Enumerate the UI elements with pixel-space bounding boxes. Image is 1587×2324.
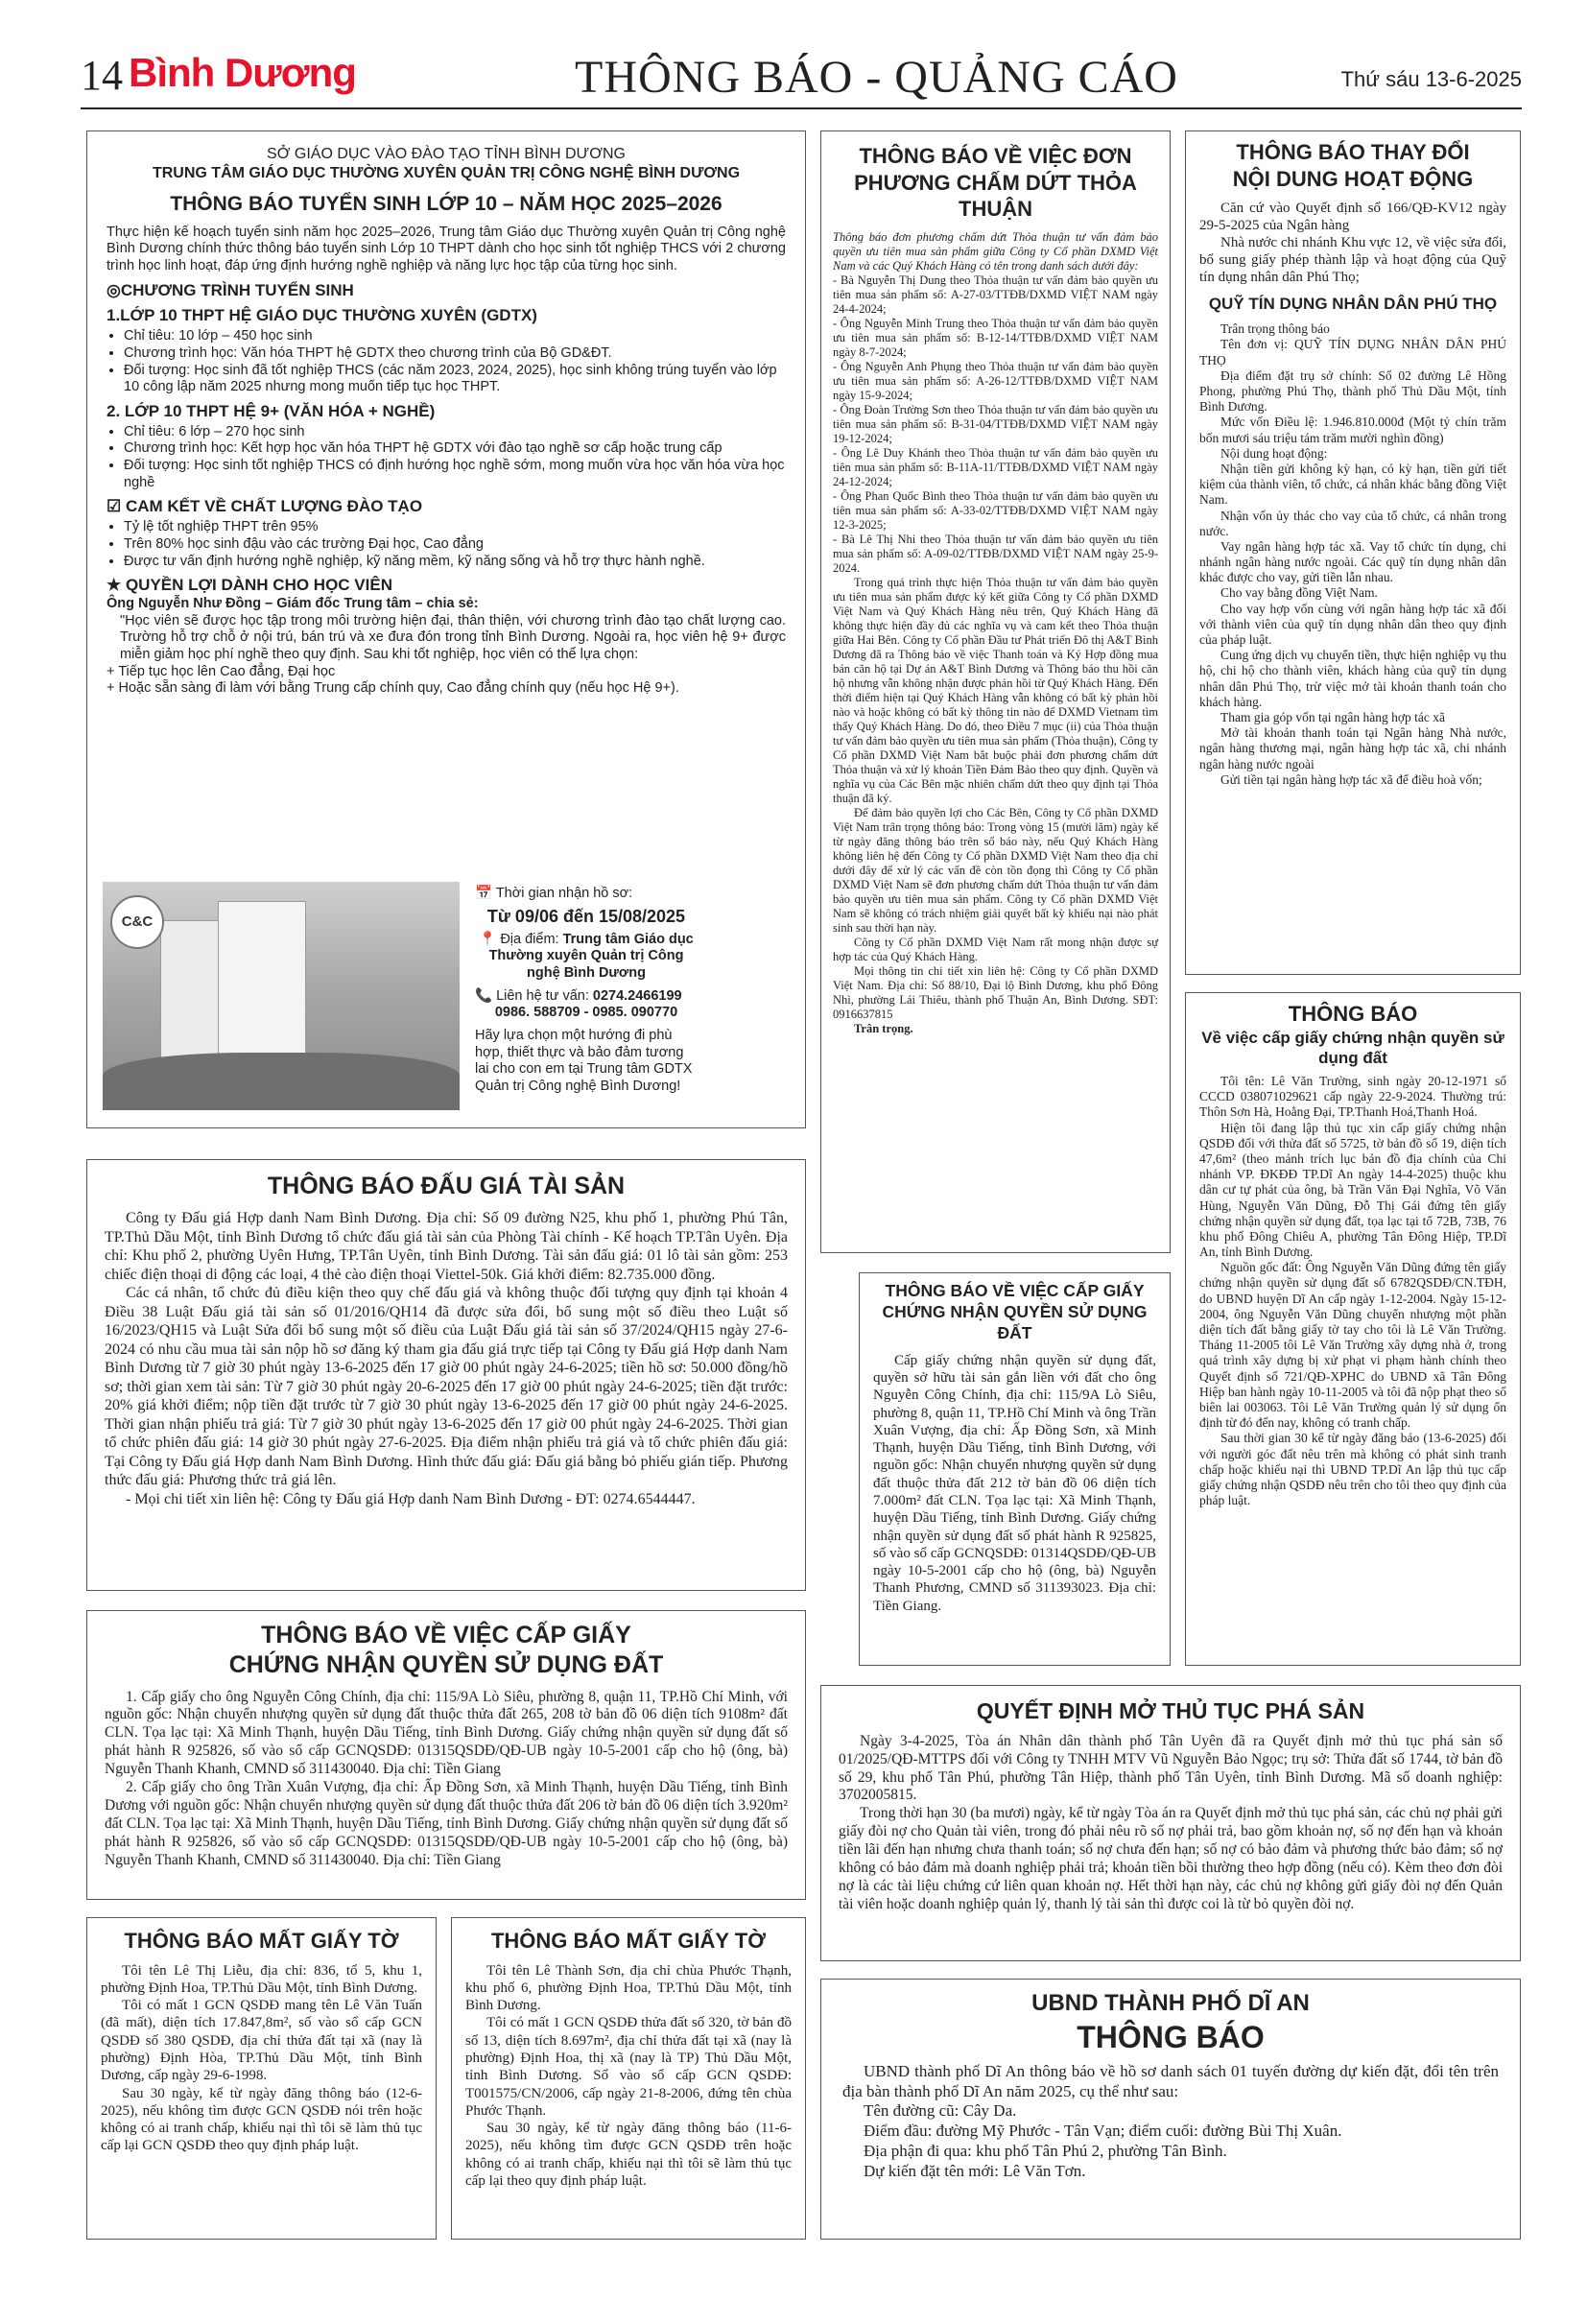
dian-line-3: Địa phận đi qua: khu phố Tân Phú 2, phường Tân Bình. bbox=[864, 2141, 1227, 2160]
dian-org: UBND THÀNH PHỐ DĨ AN bbox=[1031, 1990, 1310, 2016]
ad-program-1-title: 1.LỚP 10 THPT HỆ GIÁO DỤC THƯỜNG XUYÊN (GDTX) bbox=[107, 306, 537, 325]
header-rule bbox=[81, 107, 1522, 109]
ad-dept: SỞ GIÁO DỤC VÀO ĐÀO TẠO TỈNH BÌNH DƯƠNG bbox=[267, 146, 626, 162]
land-cert-b-title-2: CHỨNG NHẬN QUYỀN SỬ DỤNG ĐẤT bbox=[882, 1301, 1148, 1342]
termination-intro: Thông báo đơn phương chấm dứt Thỏa thuận tư vấn đảm bảo quyền ưu tiên mua sản phẩm giữa Công ty Cổ phần DXMD Việt Nam và các Quý Khách Hàng có tên trong danh sách dưới đây: bbox=[833, 229, 1158, 273]
change-subtitle: QUỸ TÍN DỤNG NHÂN DÂN PHÚ THỌ bbox=[1208, 295, 1498, 313]
list-item: • Tỷ lệ tốt nghiệp THPT trên 95% bbox=[124, 519, 786, 536]
lost-2-p2: Tôi có mất 1 GCN QSDĐ thửa đất số 320, tờ bản đồ số 13, diện tích 8.697m², địa chỉ thửa đất tại xã (nay là phường) Định Hoa, thị xã (nay là TP) Thủ Dầu Một, tỉnh Bình Dương. Số vào sổ cấp GCN QSDĐ: T001575/CN/2006, cấp ngày 21-8-2006, đứng tên chùa Phước Thạnh. bbox=[465, 2015, 792, 2119]
dian-p1: UBND thành phố Dĩ An thông báo về hồ sơ danh sách 01 tuyến đường dự kiến đặt, đổi tên trên địa bàn thành phố Dĩ An năm 2025, cụ thể như sau: bbox=[842, 2062, 1499, 2100]
ad-program-heading: ◎CHƯƠNG TRÌNH TUYỂN SINH bbox=[107, 280, 354, 299]
auction-title: THÔNG BÁO ĐẤU GIÁ TÀI SẢN bbox=[267, 1173, 626, 1199]
bankruptcy-title: QUYẾT ĐỊNH MỞ THỦ TỤC PHÁ SẢN bbox=[976, 1698, 1365, 1723]
termination-notice bbox=[820, 130, 1171, 1253]
page-header bbox=[81, 48, 1522, 104]
land-use-subtitle: Về việc cấp giấy chứng nhận quyền sử dụng đất bbox=[1201, 1028, 1504, 1067]
admission-ad bbox=[86, 130, 806, 1128]
land-cert-b-p1: Cấp giấy chứng nhận quyền sử dụng đất, quyền sở hữu tài sản gắn liền với đất cho ông Nguyễn Công Chính, địa chỉ: 115/9A Lò Siêu, phường 8, quận 11, TP.Hồ Chí Minh và ông Trần Xuân Vượng, địa chỉ: Ấp Đồng Sơn, xã Minh Thạnh, huyện Dầu Tiếng, tỉnh Bình Dương, với nguồn gốc: Nhận chuyển nhượng quyền sử dụng đất thuộc thửa đất 212 tờ bản đồ 06 diện tích 7.000m² đất CLN. Tọa lạc tại: Xã Minh Thạnh, huyện Dầu Tiếng, tỉnh Bình Dương. Giấy chứng nhận quyền sử dụng đất số phát hành R 925825, số vào sổ cấp GCNQSDĐ: 01314QSDĐ/QĐ-UB ngày 10-5-2001 cấp cho hộ (ông, bà) Nguyễn Thanh Phương, CMND số 311393023. Địa chỉ: Tiền Giang. bbox=[873, 1352, 1156, 1614]
lost-1-title: THÔNG BÁO MẤT GIẤY TỜ bbox=[124, 1929, 399, 1953]
change-line: Cho vay bằng đồng Việt Nam. bbox=[1220, 585, 1378, 601]
activity-change-notice bbox=[1185, 130, 1521, 975]
auction-notice bbox=[86, 1159, 806, 1591]
bankruptcy-notice bbox=[820, 1685, 1521, 1961]
ad-phone-1: 0274.2466199 bbox=[592, 987, 682, 1004]
change-line: Cho vay hợp vốn cùng với ngân hàng hợp tác xã đối với thành viên của quỹ tín dụng nhân dân theo quy định của pháp luật. bbox=[1199, 601, 1506, 647]
auction-p2: Các cá nhân, tổ chức đủ điều kiện theo quy chế đấu giá và không thuộc đối tượng quy định tại khoản 4 Điều 38 Luật Đấu giá tài sản số 01/2016/QH14 đã được sửa đổi, bổ sung một số điều theo Luật số 16/2023/QH15 và Luật Sửa đổi bổ sung một số điều của Luật Đấu giá tài sản số 37/2024/QH15 ngày 27-6-2024 có nhu cầu mua tài sản nộp hồ sơ đăng ký tham gia đấu giá trực tiếp tại Công ty Đấu giá Hợp danh Nam Bình Dương từ 7 giờ 30 phút ngày 13-6-2025 đến 17 giờ 00 phút ngày 24-6-2025; tiền hồ sơ: 50.000 đồng/hồ sơ; thời gian xem tài sản: Từ 7 giờ 30 phút ngày 20-6-2025 đến 17 giờ 00 phút ngày 24-6-2025; tiền đặt trước: 20% giá khởi điểm; nộp tiền đặt trước từ 7 giờ 30 phút ngày 13-6-2025 đến 17 giờ 00 phút ngày 24-6-2025. Thời gian nhận phiếu trả giá: Từ 7 giờ 30 phút ngày 13-6-2025 đến 17 giờ 00 phút ngày 24-6-2025. Thời gian tổ chức phiên đấu giá: 14 giờ 30 phút ngày 27-6-2025. Địa điểm nhận phiếu trả giá và tổ chức phiên đấu giá: Tại Công ty Đấu giá Hợp danh Nam Bình Dương. Hình thức đấu giá: Đấu giá bằng bỏ phiếu gián tiếp. Phương thức đấu giá: Phương thức trả giá lên. bbox=[105, 1285, 788, 1489]
list-item: • Chương trình học: Kết hợp học văn hóa THPT hệ GDTX với đào tạo nghề sơ cấp hoặc trung cấp bbox=[124, 440, 786, 458]
bankruptcy-p1: Ngày 3-4-2025, Tòa án Nhân dân thành phố Tân Uyên đã ra Quyết định mở thủ tục phá sản số 01/2025/QĐ-MTTPS đối với Công ty TNHH MTV Vũ Nguyễn Bảo Ngọc; trụ sở: Thửa đất số 1744, tờ bản đồ số 29, khu phố Tân Phú, phường Tân Hiệp, thành phố Tân Uyên, tỉnh Bình Dương. Mã số doanh nghiệp: 3702005815. bbox=[839, 1732, 1503, 1804]
change-line: Địa điểm đặt trụ sở chính: Số 02 đường Lê Hồng Phong, phường Phú Thọ, thành phố Thủ Dầu Một, tỉnh Bình Dương. bbox=[1199, 368, 1506, 415]
change-line: Mức vốn Điều lệ: 1.946.810.000đ (Một tỷ chín trăm bốn mươi sáu triệu tám trăm mười nghìn đồng) bbox=[1199, 415, 1506, 445]
ad-option-2: + Hoặc sẵn sàng đi làm với bằng Trung cấp chính quy, Cao đẳng chính quy (nếu học Hệ 9+). bbox=[107, 680, 679, 697]
list-item: • Đối tượng: Học sinh đã tốt nghiệp THCS (các năm 2023, 2024, 2025), học sinh không trúng tuyển vào lớp 10 công lập năm 2025 nhưng mong muốn tiếp tục học THPT. bbox=[124, 363, 786, 396]
change-title-2: NỘI DUNG HOẠT ĐỘNG bbox=[1232, 166, 1474, 191]
lost-2-p3: Sau 30 ngày, kể từ ngày đăng thông báo (11-6-2025), nếu không tìm được GCN QSDĐ trên hoặc không có ai tranh chấp, khiếu nại thì tôi sẽ làm thủ tục cấp lại theo quy định pháp luật. bbox=[465, 2121, 792, 2190]
ad-phone-2: 0986. 588709 - 0985. 090770 bbox=[494, 1005, 678, 1021]
list-item: • Chỉ tiêu: 6 lớp – 270 học sinh bbox=[124, 424, 786, 441]
list-item: • Đối tượng: Học sinh tốt nghiệp THCS có định hướng học nghề sớm, mong muốn vừa học văn hóa vừa học nghề bbox=[124, 458, 786, 491]
lost-1-p1: Tôi tên Lê Thị Liễu, địa chỉ: 836, tổ 5, khu 1, phường Định Hoa, TP.Thủ Dầu Một, tỉnh Bình Dương. bbox=[101, 1962, 422, 1996]
land-use-notice bbox=[1185, 992, 1521, 1666]
land-cert-b-title-1: THÔNG BÁO VỀ VIỆC CẤP GIẤY bbox=[885, 1281, 1145, 1300]
change-p2: Nhà nước chi nhánh Khu vực 12, về việc sửa đổi, bổ sung giấy phép thành lập và hoạt động của Quỹ tín dụng nhân dân Phú Thọ; bbox=[1199, 235, 1506, 285]
change-line: Nhận vốn ủy thác cho vay của tổ chức, cá nhân trong nước. bbox=[1199, 508, 1506, 538]
section-title: THÔNG BÁO - QUẢNG CÁO bbox=[575, 52, 1178, 103]
land-cert-a-p2: 2. Cấp giấy cho ông Trần Xuân Vượng, địa chỉ: Ấp Đồng Sơn, xã Minh Thạnh, huyện Dầu Tiếng, tỉnh Bình Dương với nguồn gốc: Nhận chuyển nhượng quyền sử dụng đất thuộc thửa đất 206 tờ bản đồ 06 diện tích 3.920m² đất CLN. Tọa lạc tại: Xã Minh Thạnh, huyện Dầu Tiếng, tỉnh Bình Dương. Giấy chứng nhận quyền sử dụng đất số phát hành R 925826, số vào sổ cấp GCNQSDĐ: 01315QSDĐ/QĐ-UB ngày 10-5-2001 cấp cho hộ (ông, bà) Nguyễn Thanh Khanh, CMND số 311430040. Địa chỉ: Tiền Giang bbox=[105, 1779, 788, 1868]
ad-program-1-list bbox=[107, 328, 786, 396]
land-use-p1: Tôi tên: Lê Văn Trường, sinh ngày 20-12-1971 số CCCD 038071029621 cấp ngày 22-9-2024. Thường trú: Thôn Sơn Hà, Hoằng Đại, TP.Thanh Hoá,Thanh Hoá. bbox=[1199, 1074, 1506, 1120]
list-item: • Trên 80% học sinh đậu vào các trường Đại học, Cao đẳng bbox=[124, 536, 786, 554]
change-line: Tham gia góp vốn tại ngân hàng hợp tác xã bbox=[1220, 709, 1445, 724]
ad-program-2-list bbox=[107, 424, 786, 492]
ad-title: THÔNG BÁO TUYỂN SINH LỚP 10 – NĂM HỌC 2025–2026 bbox=[170, 193, 722, 216]
land-cert-notice-a bbox=[86, 1610, 806, 1900]
termination-item: - Ông Đoàn Trường Sơn theo Thỏa thuận tư vấn đảm bảo quyền ưu tiên mua sản phẩm số: B-31-04/TTĐB/DXMD VIỆT NAM ngày 19-12-2024; bbox=[833, 402, 1158, 445]
ad-closing: Hãy lựa chọn một hướng đi phù hợp, thiết thực và bảo đảm tương lai cho con em tại Trung tâm GDTX Quản trị Công nghệ Bình Dương! bbox=[475, 1028, 693, 1095]
center-logo: C&C bbox=[110, 895, 164, 949]
bankruptcy-p2: Trong thời hạn 30 (ba mươi) ngày, kể từ ngày Tòa án ra Quyết định mở thủ tục phá sản, các chủ nợ phải gửi giấy đòi nợ cho Quản tài viên, trong đó phải nêu rõ số nợ phải trả, bao gồm khoản nợ, số nợ đến hạn và khoản tiền lãi đến hạn nhưng chưa thanh toán; số nợ chưa đến hạn; số nợ có bảo đảm và phương thức bảo đảm; số nợ không có bảo đảm mà doanh nghiệp phải trả; khoản tiền bồi thường theo hợp đồng (nếu có). Kèm theo đơn đòi nợ là các tài liệu chứng cứ liên quan khoản nợ. Hết thời hạn này, các chủ nợ không gửi giấy đòi nợ đến Quản tài viên hoặc doanh nghiệp quản lý, thanh lý tài sản thì được coi là từ bỏ quyền đòi nợ. bbox=[839, 1805, 1503, 1912]
land-use-p2: Hiện tôi đang lập thủ tục xin cấp giấy chứng nhận QSDĐ đối với thửa đất số 5725, tờ bản đồ số 19, diện tích 47,6m² (theo mảnh trích lục bản đồ địa chính của Chi nhánh VP. ĐKĐĐ TP.Dĩ An ngày 14-4-2025) thuộc khu dân cư tự phát của ông, bà Trần Văn Đại Nghĩa, Võ Văn Hùng, Nguyễn Văn Dũng, Đỗ Thị Gái đứng tên giấy chứng nhận quyền sử dụng đất, tọa lạc tại tổ 72B, 73B, 76 khu phố Đông Chiêu A, phường Tân Đông Hiệp, TP.Dĩ An, tỉnh Bình Dương. bbox=[1199, 1120, 1506, 1260]
ad-option-1: + Tiếp tục học lên Cao đẳng, Đại học bbox=[107, 663, 336, 679]
building-photo bbox=[103, 882, 460, 1110]
dian-title: THÔNG BÁO bbox=[1077, 2020, 1265, 2054]
termination-p1: Trong quá trình thực hiện Thỏa thuận tư vấn đảm bảo quyền ưu tiên mua sản phẩm được ký kết giữa Công ty Cổ phần DXMD Việt Nam và Quý Khách Hàng nêu trên, Quý Khách Hàng đã không thực hiện đầy đủ các nghĩa vụ và cam kết theo Thỏa thuận giữa Hai Bên. Công ty Cổ phần Đầu tư Phát triển Đô thị A&T Bình Dương đã ra Thông báo về việc Thanh toán và Ký Hợp đồng mua bán căn hộ tại Dự án A&T Bình Dương và Thông báo thu hồi căn hộ nhưng vẫn không nhận được phản hồi từ Quý Khách Hàng. Đến thời điểm hiện tại Quý Khách Hàng vẫn không có bất kỳ phản hồi nào và hoặc không có bất kỳ thông tin nào để DXMD Vietnam tìm thấy Quý Khách Hàng. Do đó, theo Điều 7 mục (ii) của Thỏa thuận tư vấn đảm bảo quyền ưu tiên mua sản phẩm (Thỏa thuận), Công ty Cổ phần DXMD Việt Nam bắt buộc phải đơn phương chấm dứt Thỏa thuận và xử lý khoản Tiền Đảm Bảo theo quy định. Quyền và nghĩa vụ của Các Bên mặc nhiên chấm dứt theo quy định tại Thỏa thuận đã ký. bbox=[833, 575, 1158, 805]
termination-item: - Bà Nguyễn Thị Dung theo Thỏa thuận tư vấn đảm bảo quyền ưu tiên mua sản phẩm số: A-27-03/TTĐB/DXMD VIỆT NAM ngày 24-4-2024; bbox=[833, 273, 1158, 316]
lost-2-title: THÔNG BÁO MẤT GIẤY TỜ bbox=[490, 1929, 767, 1953]
termination-sign: Trân trọng. bbox=[854, 1021, 913, 1035]
ad-time-label: 📅 Thời gian nhận hồ sơ: bbox=[475, 886, 633, 901]
change-title-1: THÔNG BÁO THAY ĐỔI bbox=[1236, 140, 1470, 164]
termination-item: - Bà Lê Thị Nhi theo Thỏa thuận tư vấn đảm bảo quyền ưu tiên mua sản phẩm số: A-09-02/TTĐB/DXMD VIỆT NAM ngày 25-9-2024. bbox=[833, 532, 1158, 575]
newspaper-logo: Bình Dương bbox=[129, 50, 356, 95]
ad-director: Ông Nguyễn Như Đồng – Giám đốc Trung tâm – chia sẻ: bbox=[107, 595, 479, 611]
ad-commit-list bbox=[107, 519, 786, 570]
lost-papers-notice-1 bbox=[86, 1917, 437, 2240]
dian-notice bbox=[820, 1979, 1521, 2240]
dian-line-4: Dự kiến đặt tên mới: Lê Văn Tơn. bbox=[864, 2161, 1086, 2180]
auction-p3: - Mọi chi tiết xin liên hệ: Công ty Đấu giá Hợp danh Nam Bình Dương - ĐT: 0274.6544447. bbox=[126, 1490, 696, 1507]
ad-quote: "Học viên sẽ được học tập trong môi trường hiện đại, thân thiện, với chương trình đào tạo chất lượng cao. Trường hỗ trợ chỗ ở nội trú, bán trú và xe đưa đón trong tỉnh Bình Dương. Ngoài ra, học viên hệ 9+ được miễn giảm học phí nghề theo quy định. Sau khi tốt nghiệp, học viên có thể lựa chọn: bbox=[120, 612, 786, 662]
list-item: • Chỉ tiêu: 10 lớp – 450 học sinh bbox=[124, 328, 786, 345]
change-line: Tên đơn vị: QUỸ TÍN DỤNG NHÂN DÂN PHÚ THỌ bbox=[1199, 337, 1506, 368]
page-number: 14 bbox=[81, 52, 123, 99]
termination-p3: Công ty Cổ phần DXMD Việt Nam rất mong nhận được sự hợp tác của Quý Khách Hàng. bbox=[833, 935, 1158, 963]
ad-commit-heading: ☑ CAM KẾT VỀ CHẤT LƯỢNG ĐÀO TẠO bbox=[107, 497, 423, 516]
lost-papers-notice-2 bbox=[451, 1917, 806, 2240]
change-line: Mở tài khoản thanh toán tại Ngân hàng Nhà nước, ngân hàng thương mại, ngân hàng hợp tác xã, chi nhánh ngân hàng nước ngoài bbox=[1199, 725, 1506, 771]
land-cert-a-title-2: CHỨNG NHẬN QUYỀN SỬ DỤNG ĐẤT bbox=[228, 1651, 664, 1679]
change-line: Vay ngân hàng hợp tác xã. Vay tổ chức tín dụng, chi nhánh ngân hàng nước ngoài. Các quỹ tín dụng nhân dân khác được cho vay, gửi tiền lẫn nhau. bbox=[1199, 538, 1506, 585]
ad-contact-label: 📞 Liên hệ tư vấn: bbox=[475, 987, 589, 1004]
list-item: • Chương trình học: Văn hóa THPT hệ GDTX theo chương trình của Bộ GD&ĐT. bbox=[124, 345, 786, 363]
ad-place-value: Trung tâm Giáo dục Thường xuyên Quản trị Công nghệ Bình Dương bbox=[488, 931, 694, 982]
change-line: Trân trọng thông báo bbox=[1220, 321, 1330, 337]
dian-line-1: Tên đường cũ: Cây Da. bbox=[864, 2101, 1017, 2121]
land-cert-a-title-1: THÔNG BÁO VỀ VIỆC CẤP GIẤY bbox=[261, 1622, 631, 1648]
land-use-p4: Sau thời gian 30 kể từ ngày đăng báo (13-6-2025) đối với người góc đất nêu trên mà không có phát sinh tranh chấp hoặc khiếu nại thì UBND TP.Dĩ An lập thủ tục cấp giấy chứng nhận QSDĐ nêu trên cho tôi theo quy định của pháp luật. bbox=[1199, 1431, 1506, 1508]
building-tower-shape bbox=[218, 901, 306, 1066]
ad-rights-heading: ★ QUYỀN LỢI DÀNH CHO HỌC VIÊN bbox=[107, 576, 392, 595]
termination-item: - Ông Nguyễn Minh Trung theo Thỏa thuận tư vấn đảm bảo quyền ưu tiên mua sản phẩm số: B-12-14/TTĐB/DXMD VIỆT NAM ngày 8-7-2024; bbox=[833, 316, 1158, 359]
ad-intro: Thực hiện kế hoạch tuyển sinh năm học 2025–2026, Trung tâm Giáo dục Thường xuyên Quản trị Công nghệ Bình Dương chính thức thông báo tuyển sinh Lớp 10 THPT dành cho học sinh tốt nghiệp THCS với 2 chương trình học linh hoạt, đáp ứng định hướng nghề nghiệp và năng lực học tập của từng học sinh. bbox=[107, 224, 786, 274]
issue-date: Thứ sáu 13-6-2025 bbox=[1340, 67, 1522, 91]
ad-program-2-title: 2. LỚP 10 THPT HỆ 9+ (VĂN HÓA + NGHỀ) bbox=[107, 401, 436, 420]
dian-line-2: Điểm đầu: đường Mỹ Phước - Tân Vạn; điểm cuối: đường Bùi Thị Xuân. bbox=[864, 2122, 1342, 2141]
list-item: • Được tư vấn định hướng nghề nghiệp, kỹ năng mềm, kỹ năng sống và hỗ trợ thực hành nghề. bbox=[124, 554, 786, 571]
termination-title: THÔNG BÁO VỀ VIỆC ĐƠN PHƯƠNG CHẤM DỨT THỎA THUẬN bbox=[854, 144, 1137, 221]
lost-2-p1: Tôi tên Lê Thành Sơn, địa chỉ chùa Phước Thạnh, khu phố 6, phường Định Hoa, TP.Thủ Dầu Một, tỉnh Bình Dương. bbox=[465, 1962, 792, 2014]
land-use-title: THÔNG BÁO bbox=[1288, 1002, 1418, 1026]
termination-item: - Ông Phan Quốc Bình theo Thỏa thuận tư vấn đảm bảo quyền ưu tiên mua sản phẩm số: A-33-02/TTĐB/DXMD VIỆT NAM ngày 12-3-2025; bbox=[833, 488, 1158, 532]
change-line: Cung ứng dịch vụ chuyển tiền, thực hiện nghiệp vụ thu hộ, chi hộ cho thành viên, khách hàng của quỹ tín dụng nhân dân Phú Thọ, trừ việc mở tài khoản thanh toán cho khách hàng. bbox=[1199, 648, 1506, 709]
trees-shape bbox=[103, 1053, 460, 1110]
ad-place-label: 📍 Địa điểm: bbox=[479, 931, 559, 947]
ad-contact-block bbox=[475, 886, 698, 1096]
change-line: Nội dung hoạt động: bbox=[1220, 445, 1328, 461]
change-line: Nhận tiền gửi không kỳ hạn, có kỳ hạn, tiền gửi tiết kiệm của thành viên, tổ chức, cá nhân khác bằng đồng Việt Nam. bbox=[1199, 461, 1506, 508]
lost-1-p3: Sau 30 ngày, kể từ ngày đăng thông báo (12-6-2025), nếu không tìm được GCN QSDĐ nói trên hoặc không có ai tranh chấp, khiếu nại thì tôi sẽ làm thủ tục cấp lại GCN QSDĐ theo quy định pháp luật. bbox=[101, 2085, 422, 2154]
change-p1: Căn cứ vào Quyết định số 166/QĐ-KV12 ngày 29-5-2025 của Ngân hàng bbox=[1199, 201, 1506, 233]
land-cert-notice-b bbox=[859, 1272, 1171, 1666]
ad-center: TRUNG TÂM GIÁO DỤC THƯỜNG XUYÊN QUẢN TRỊ CÔNG NGHỆ BÌNH DƯƠNG bbox=[152, 164, 741, 181]
change-line: Gửi tiền tại ngân hàng hợp tác xã để điều hoà vốn; bbox=[1220, 771, 1482, 787]
termination-p2: Để đảm bảo quyền lợi cho Các Bên, Công ty Cổ phần DXMD Việt Nam trân trọng thông báo: Trong vòng 15 (mười lăm) ngày kể từ ngày đăng thông báo trên sổ báo này, nếu Quý Khách Hàng không liên hệ đến Công ty Cổ phần DXMD Việt Nam theo địa chỉ dưới đây để xử lý các vấn đề còn tồn đọng thì Công ty Cổ phần DXMD Việt Nam sẽ đơn phương chấm dứt Thỏa thuận tư vấn đảm bảo quyền ưu tiên mua sản phẩm. Công ty Cổ phần DXMD Việt Nam sẽ không có trách nhiệm giải quyết bất kỳ khiếu nại nào phát sinh sau thời hạn này. bbox=[833, 805, 1158, 935]
land-use-p3: Nguồn gốc đất: Ông Nguyễn Văn Dũng đứng tên giấy chứng nhận quyền sử dụng đất số 6782QSDĐ/CN.TĐH, do UBND huyện Dĩ An cấp ngày 1-12-2004. Ngày 15-12-2004, ông Nguyễn Văn Dũng chuyển nhượng một phần diện tích đất bằng giấy tờ tay cho tôi là Lê Văn Trường. Tháng 11-2005 tôi Lê Văn Trường xây dựng nhà ở, trong quá trình xây dựng bị xử phạt vi phạm hành chính theo Quyết định số 721/QĐ-XPHC do UBND xã Tân Đông Hiệp ban hành ngày 10-11-2005 và tôi đã nộp phạt theo số biên lai 003063. Tôi Lê Văn Trường quản lý sử dụng ổn định từ đó đến nay, không có tranh chấp. bbox=[1199, 1260, 1506, 1431]
ad-time-value: Từ 09/06 đến 15/08/2025 bbox=[486, 906, 686, 926]
lost-1-p2: Tôi có mất 1 GCN QSDĐ mang tên Lê Văn Tuấn (đã mất), diện tích 17.847,8m², số vào sổ cấp GCN QSDĐ số 380 QSDĐ, địa chỉ thửa đất tại xã (nay là phường) Định Hòa, TP.Thủ Dầu Một, tỉnh Bình Dương, cấp ngày 29-6-1998. bbox=[101, 1998, 422, 2084]
land-cert-a-p1: 1. Cấp giấy cho ông Nguyễn Công Chính, địa chỉ: 115/9A Lò Siêu, phường 8, quận 11, TP.Hồ Chí Minh, với nguồn gốc: Nhận chuyển nhượng quyền sử dụng đất thuộc thửa đất 265, 208 tờ bản đồ 06 diện tích 9108m² đất CLN. Tọa lạc tại: Xã Minh Thạnh, huyện Dầu Tiếng, tỉnh Bình Dương. Giấy chứng nhận quyền sử dụng đất số phát hành R 925826, số vào sổ cấp GCNQSDĐ: 01315QSDĐ/QĐ-UB ngày 10-5-2001 cấp cho hộ (ông, bà) Nguyễn Thanh Khanh, CMND số 311430040. Địa chỉ: Tiền Giang bbox=[105, 1688, 788, 1778]
auction-p1: Công ty Đấu giá Hợp danh Nam Bình Dương. Địa chỉ: Số 09 đường N25, khu phố 1, phường Phú Tân, TP.Thủ Dầu Một, tỉnh Bình Dương tổ chức đấu giá tài sản của Phòng Tài chính - Kế hoạch TP.Tân Uyên. Địa chỉ: Khu phố 2, phường Uyên Hưng, TP.Tân Uyên, tỉnh Bình Dương. Tài sản đấu giá: 01 lô tài sản gồm: 253 chiếc điện thoại di động các loại, 4 thẻ cào điện thoại Viettel-50k. Giá khởi điểm: 82.735.000 đồng. bbox=[105, 1210, 788, 1283]
termination-item: - Ông Nguyễn Anh Phụng theo Thỏa thuận tư vấn đảm bảo quyền ưu tiên mua sản phẩm số: A-26-12/TTĐB/DXMD VIỆT NAM ngày 15-9-2024; bbox=[833, 359, 1158, 402]
termination-item: - Ông Lê Duy Khánh theo Thỏa thuận tư vấn đảm bảo quyền ưu tiên mua sản phẩm số: B-11A-11/TTĐB/DXMD VIỆT NAM ngày 24-12-2024; bbox=[833, 445, 1158, 488]
termination-p4: Mọi thông tin chi tiết xin liên hệ: Công ty Cổ phần DXMD Việt Nam. Địa chỉ: Số 88/10, Đại lộ Bình Dương, khu phố Đông Nhì, phường Lái Thiêu, thành phố Thuận An, Bình Dương. SĐT: 0916637815 bbox=[833, 963, 1158, 1021]
